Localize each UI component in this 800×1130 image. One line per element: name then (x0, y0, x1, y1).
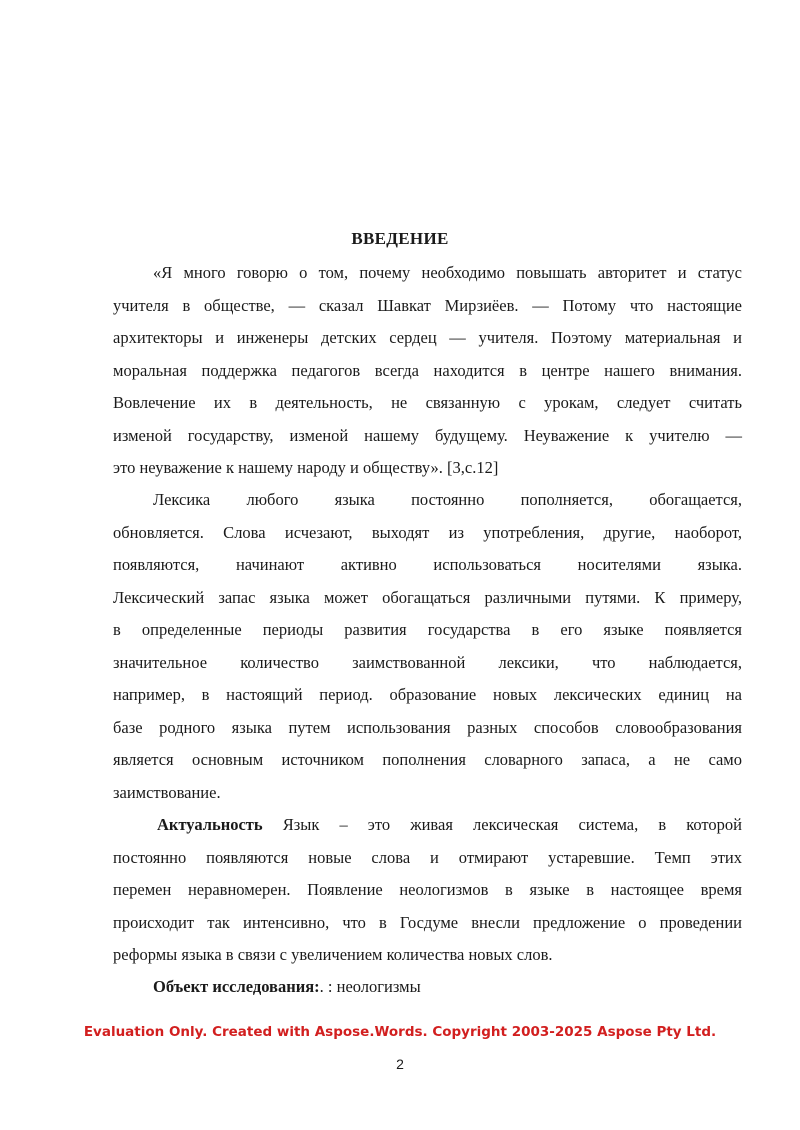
text-line: это неуважение к нашему народу и обществу». [3,с.12] (113, 458, 499, 477)
text-line: базе родного языка путем использования разных способов словообразования (113, 717, 742, 737)
relevance-paragraph (113, 809, 742, 972)
text-line: постоянно появляются новые слова и отмирают устаревшие. Темп этих (113, 847, 742, 867)
text-line: учителя в обществе, — сказал Шавкат Мирзиёев. — Потому что настоящие (113, 295, 742, 315)
page-number: 2 (396, 1056, 404, 1072)
text-line: например, в настоящий период. образование новых лексических единиц на (113, 685, 742, 704)
text-line: является основным источником пополнения словарного запаса, а не само (113, 750, 742, 769)
quote-paragraph (113, 257, 742, 485)
text-line: значительное количество заимствованной лексики, что наблюдается, (113, 652, 742, 672)
section-heading: ВВЕДЕНИЕ (351, 229, 449, 248)
text-line: заимствование. (113, 782, 221, 802)
relevance-label: Актуальность (157, 815, 263, 834)
evaluation-watermark: Evaluation Only. Created with Aspose.Words. Copyright 2003-2025 Aspose Pty Ltd. (83, 1024, 717, 1040)
text-line: Лексический запас языка может обогащаться различными путями. К примеру, (113, 587, 742, 607)
text-line: в определенные периоды развития государства в его языке появляется (113, 620, 742, 639)
relevance-text: Язык – это живая лексическая система, в которой (262, 815, 742, 834)
text-line (113, 971, 742, 1004)
text-line: моральная поддержка педагогов всегда находится в центре нашего внимания. (113, 360, 742, 380)
text-line: перемен неравномерен. Появление неологизмов в языке в настоящее время (113, 880, 742, 899)
text-line (113, 809, 742, 842)
text-line: Вовлечение их в деятельность, не связанную с урокам, следует считать (113, 393, 742, 412)
research-object-value: . : неологизмы (319, 977, 421, 996)
research-object-paragraph (113, 971, 742, 1004)
research-object-label: Объект исследования: (153, 977, 320, 996)
text-line: обновляется. Слова исчезают, выходят из употребления, другие, наоборот, (113, 522, 742, 542)
text-line: реформы языка в связи с увеличением количества новых слов. (113, 945, 553, 964)
text-line: Лексика любого языка постоянно пополняется, обогащается, (153, 490, 742, 509)
lexicon-paragraph (113, 484, 742, 809)
text-line: изменой государству, изменой нашему будущему. Неуважение к учителю — (113, 425, 742, 445)
text-line: архитекторы и инженеры детских сердец — учителя. Поэтому материальная и (113, 328, 742, 347)
text-line: «Я много говорю о том, почему необходимо повышать авторитет и статус (153, 263, 742, 282)
text-line: происходит так интенсивно, что в Госдуме внесли предложение о проведении (113, 912, 742, 932)
text-line: появляются, начинают активно использоваться носителями языка. (113, 555, 742, 574)
